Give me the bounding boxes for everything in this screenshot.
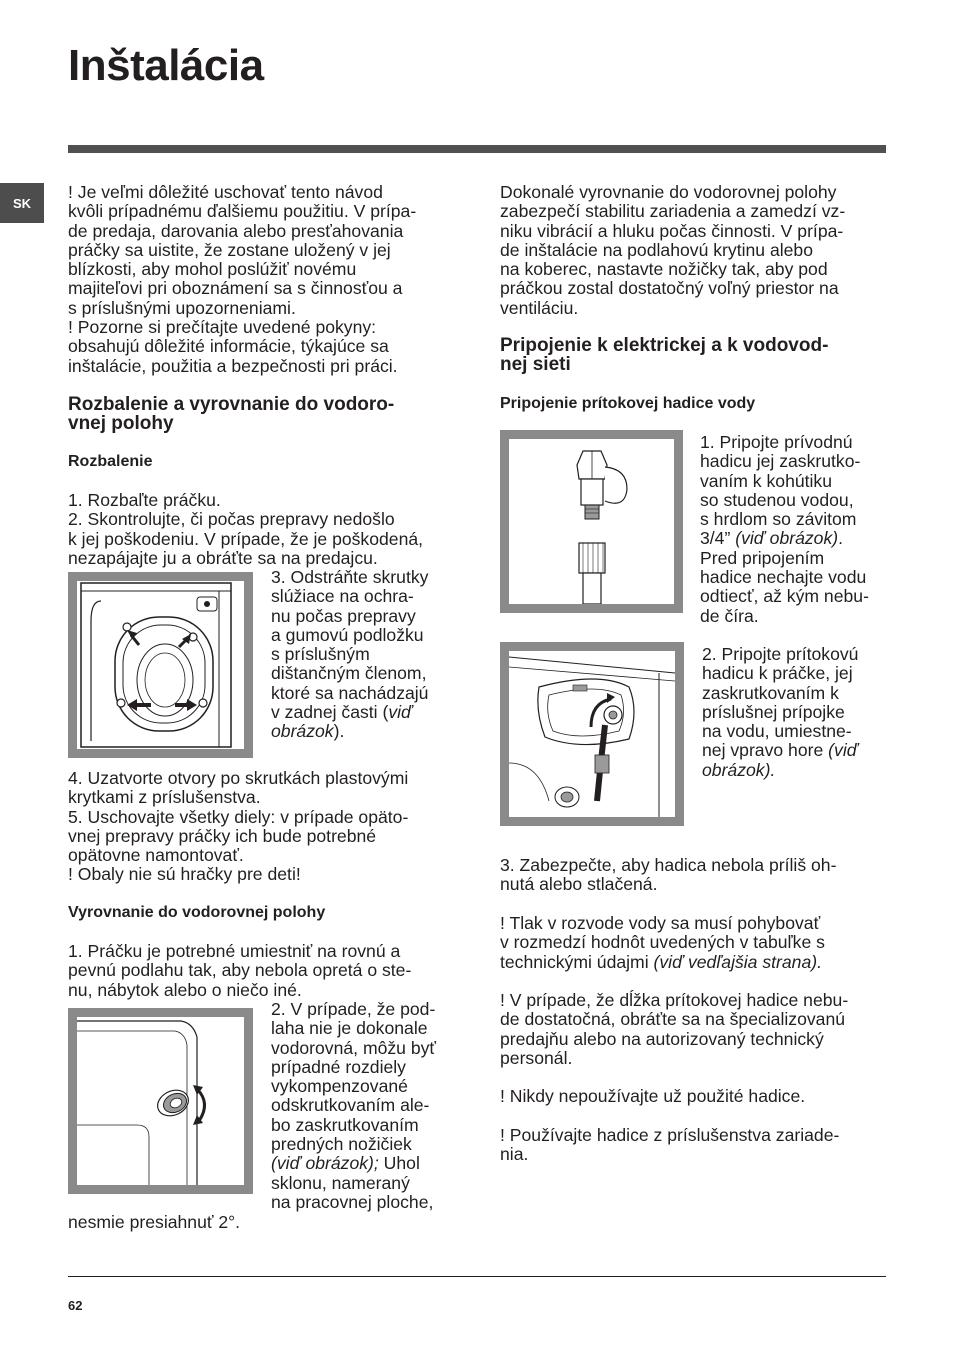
hose-step2-text: 2. Pripojte prítokovú hadicu k práčke, jej zaskrutkovaním k príslušnej prípojke na vodu, umiestne- nej vpravo hore [702,644,859,761]
section-heading-connection: Pripojenie k elektrickej a k vodovod- nej sieti [500,335,829,375]
leveling-step-2-end: nesmie presiahnuť 2°. [68,1212,241,1232]
note-hose-length: ! V prípade, že dĺžka prítokovej hadice nebu- de dostatočná, obráťte sa na špecializovanú predajňu alebo na autorizovaný technický personál. [500,990,849,1068]
tap-connection-figure [500,430,683,613]
tap-hose-illustration [509,439,674,604]
page-number: 62 [68,1298,83,1313]
unpacking-steps-4-5: 4. Uzatvorte otvory po skrutkách plastovými krytkami z príslušenstva. 5. Uschovajte všetky diely: v prípade opäto- vnej prepravy práčky ich bude potrebné opätovne namontovať. ! Obaly nie sú hračky pre deti! [68,768,409,885]
leveling-benefit-text: Dokonalé vyrovnanie do vodorovnej polohy zabezpečí stabilitu zariadenia a zamedzí vz- niku vibrácií a hluku počas činnosti. V prípa- de inštalácie na podlahovú krytinu alebo na koberec, nastavte nožičky tak, aby pod práčkou zostal dostatočný voľný priestor na ventiláciu. [500,182,846,318]
step3-text: 3. Odstráňte skrutky slúžiace na ochra- nu počas prepravy a gumovú podložku s príslušným dištančným členom, ktoré sa nachádzajú v zadnej časti ( [271,567,429,723]
hose-step-3: 3. Zabezpečte, aby hadica nebola príliš oh- nutá alebo stlačená. [500,855,837,895]
note-pressure-text: ! Tlak v rozvode vody sa musí pohybovať v rozmedzí hodnôt uvedených v tabuľke s technickými údajmi [500,913,825,972]
footer-divider [68,1276,886,1277]
note-used-hoses: ! Nikdy nepoužívajte už použité hadice. [500,1086,806,1106]
hose-step1-figure-ref: (viď obrázok) [735,528,839,549]
title-divider [68,145,886,153]
washer-inlet-figure [500,642,684,826]
washer-back-figure [68,572,253,758]
note-pressure-ref: (viď vedľajšia strana). [653,951,822,972]
page-title: Inštalácia [68,41,264,90]
hose-step-2 [702,645,858,780]
washer-back-illustration [77,581,244,749]
washer-inlet-illustration [509,651,675,817]
unpacking-heading: Rozbalenie [68,453,153,470]
unpacking-steps: 1. Rozbaľte práčku. 2. Skontrolujte, či počas prepravy nedošlo k jej poškodeniu. V prípade, že je poškodená, nezapájajte ju a obráťte sa na predajcu. [68,490,424,568]
level-step2-text-a: 2. V prípade, že pod- laha nie je dokonale vodorovná, môžu byť prípadné rozdiely vykompenzované odskrutkovaním ale- bo zaskrutkovaním predných nožičiek [271,999,437,1155]
leveling-heading: Vyrovnanie do vodorovnej polohy [68,904,326,921]
hose-step1-text-a: 1. Pripojte prívodnú hadicu jej zaskrutko- vaním k kohútiku so studenou vodou, s hrdlom so závitom 3/4” [700,432,861,549]
adjustable-foot-figure [68,1008,253,1194]
leveling-step-1: 1. Práčku je potrebné umiestniť na rovnú a pevnú podlahu tak, aby nebola opretá o ste- nu, nábytok alebo o niečo iné. [68,941,412,1000]
unpacking-step-3 [271,568,428,742]
language-tab: SK [0,183,44,223]
leveling-step-2 [271,1000,436,1212]
adjustable-foot-illustration [77,1017,244,1185]
section-heading-unpacking-leveling: Rozbalenie a vyrovnanie do vodoro- vnej polohy [68,394,395,434]
intro-warning: ! Je veľmi dôležité uschovať tento návod kvôli prípadnému ďalšiemu použitiu. V prípa- de predaja, darovania alebo presťahovania práčky sa uistite, že zostane uložený v jej blízkosti, aby mohol poslúžiť novému majiteľovi pri oboznámení sa s činnosťou a s príslušnými upozorneniami. ! Pozorne si prečítajte uvedené pokyny: obsahujú dôležité informácie, týkajúce sa inštalácie, použitia a bezpečnosti pri práci. [68,182,417,376]
step3-end: ). [333,721,345,742]
level-step2-text-b: Uhol sklonu, nameraný na pracovnej ploche, [271,1153,434,1212]
hose-step2-figure-ref: (viď obrázok). [702,740,858,780]
level-step2-figure-ref: (viď obrázok); [271,1153,379,1174]
inlet-hose-heading: Pripojenie prítokovej hadice vody [500,395,756,412]
note-water-pressure [500,914,825,972]
hose-step-1 [700,433,869,626]
note-accessory-hoses: ! Používajte hadice z príslušenstva zariade- nia. [500,1125,840,1165]
hose-step1-text-b: . Pred pripojením hadice nechajte vodu odtiecť, až kým nebu- de číra. [700,528,869,626]
step3-figure-ref: viď obrázok [271,702,413,742]
